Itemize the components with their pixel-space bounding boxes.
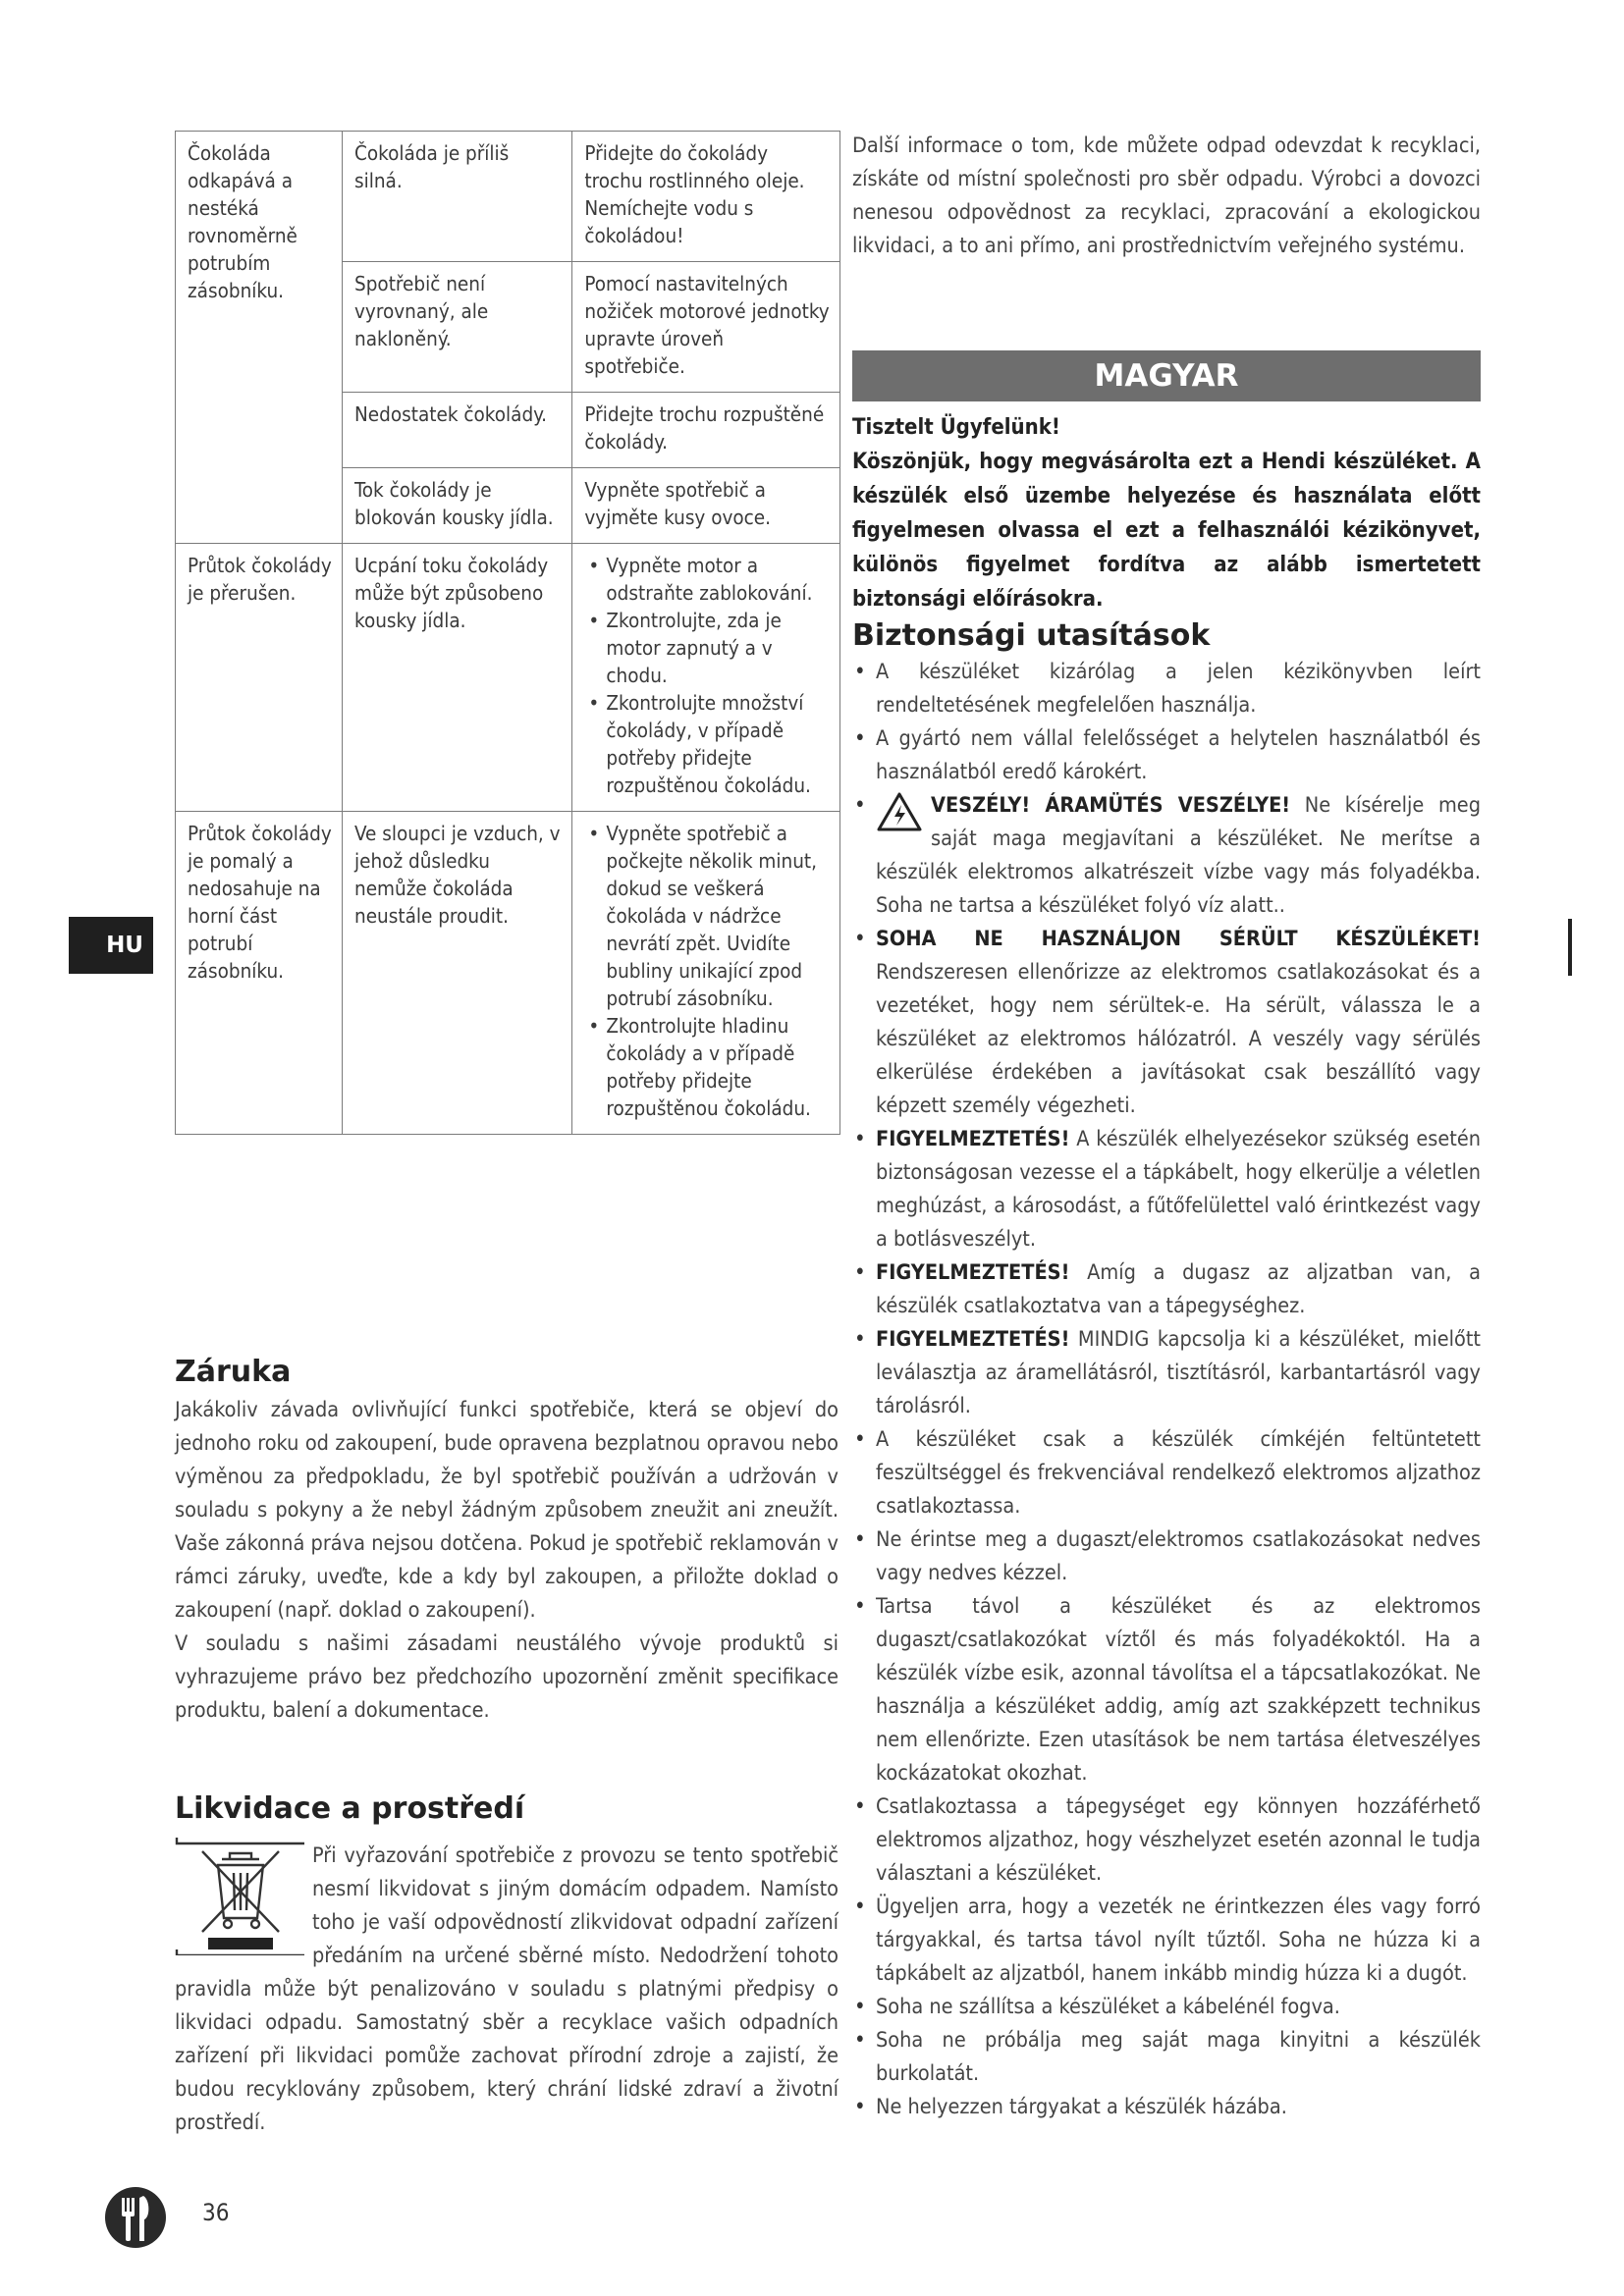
list-item: • Csatlakoztassa a tápegységet egy könnyen hozzáférhető elektromos aljzathoz, hogy vészhelyzet esetén azonnal le tudja választani a készüléket. bbox=[852, 1790, 1481, 1891]
table-cell-cause: Nedostatek čokolády. bbox=[343, 393, 572, 468]
warranty-paragraph: Jakákoliv závada ovlivňující funkci spotřebiče, která se objeví do jednoho roku od zakoupení, bude opravena bezplatnou opravou nebo výměnou za předpokladu, že byl spotřebič používán a udržován v souladu s pokyny a že nebyl žádným způsobem zneužit ani zneužít. Vaše zákonná práva nejsou dotčena. Pokud je spotřebič reklamován v rámci záruky, uveďte, kde a kdy byl zakoupen, a přiložte doklad o zakoupení (např. doklad o zakoupení). bbox=[175, 1398, 839, 1623]
table-cell-cause: Čokoláda je příliš silná. bbox=[343, 132, 572, 262]
list-item bbox=[852, 1123, 1481, 1256]
warranty-heading: Záruka bbox=[175, 1355, 292, 1389]
solution-item: • Vypněte motor a odstraňte zablokování. bbox=[606, 552, 830, 607]
warranty-text bbox=[175, 1394, 839, 1728]
list-item: • Soha ne próbálja meg saját maga kinyitni a készülék burkolatát. bbox=[852, 2024, 1481, 2091]
list-item bbox=[852, 923, 1481, 1123]
intro-text: Köszönjük, hogy megvásárolta ezt a Hendi készüléket. A készülék első üzembe helyezése és használata előtt figyelmesen olvassa el ezt a felhasználói kézikönyvet, különös figyelmet fordítva az alább ismertetett biztonsági előírásokra. bbox=[852, 450, 1481, 612]
table-row bbox=[176, 132, 840, 262]
table-cell-symptom: Průtok čokolády je pomalý a nedosahuje na horní část potrubí zásobníku. bbox=[176, 812, 343, 1135]
list-item-text: Amíg a dugasz az aljzatban van, a készülék csatlakoztatva van a tápegységhez. bbox=[876, 1260, 1481, 1318]
list-item: • A gyártó nem vállal felelősséget a helytelen használatból és használatból eredő károkért. bbox=[852, 722, 1481, 789]
intro-block bbox=[852, 410, 1481, 616]
list-item: • Ne helyezzen tárgyakat a készülék házába. bbox=[852, 2091, 1481, 2124]
table-cell-symptom: Průtok čokolády je přerušen. bbox=[176, 544, 343, 812]
warning-label: SOHA NE HASZNÁLJON SÉRÜLT KÉSZÜLÉKET! bbox=[876, 927, 1481, 951]
list-item: • Ne érintse meg a dugaszt/elektromos csatlakozásokat nedves vagy nedves kézzel. bbox=[852, 1523, 1481, 1590]
disposal-heading: Likvidace a prostředí bbox=[175, 1791, 525, 1826]
list-item: • A készüléket kizárólag a jelen kézikönyvben leírt rendeltetésének megfelelően használja. bbox=[852, 656, 1481, 722]
table-cell-cause: Spotřebič není vyrovnaný, ale nakloněný. bbox=[343, 262, 572, 393]
list-item-text: MINDIG kapcsolja ki a készüléket, mielőtt leválasztja az áramellátásról, tisztításról, karbantartásról vagy tárolásról. bbox=[876, 1327, 1481, 1418]
warning-label: FIGYELMEZTETÉS! bbox=[876, 1127, 1070, 1151]
language-tab-hu: HU bbox=[69, 917, 153, 974]
safety-list bbox=[852, 656, 1481, 2124]
safety-heading: Biztonsági utasítások bbox=[852, 618, 1211, 653]
troubleshooting-table bbox=[175, 131, 840, 1135]
list-item bbox=[852, 789, 1481, 923]
disposal-text bbox=[175, 1840, 839, 2140]
page-number: 36 bbox=[202, 2199, 230, 2226]
table-row bbox=[176, 544, 840, 812]
table-cell-solution: Přidejte do čokolády trochu rostlinného oleje. Nemíchejte vodu s čokoládou! bbox=[572, 132, 840, 262]
list-item bbox=[852, 1323, 1481, 1423]
warranty-paragraph: V souladu s našimi zásadami neustálého vývoje produktů si vyhrazujeme právo bez předchozího upozornění změnit specifikace produktu, balení a dokumentace. bbox=[175, 1631, 839, 1723]
table-cell-cause: Ve sloupci je vzduch, v jehož důsledku nemůže čokoláda neustále proudit. bbox=[343, 812, 572, 1135]
electric-hazard-icon bbox=[876, 791, 923, 832]
disposal-more-text: Další informace o tom, kde můžete odpad odevzdat k recyklaci, získáte od místní společnosti pro sběr odpadu. Výrobci a dovozci nenesou odpovědnost za recyklaci, zpracování a ekologickou likvidaci, a to ani přímo, ani prostřednictvím veřejného systému. bbox=[852, 133, 1481, 258]
table-cell-solution: Přidejte trochu rozpuštěné čokolády. bbox=[572, 393, 840, 468]
list-item-text: A készülék elhelyezésekor szükség esetén biztonságosan vezesse el a tápkábelt, hogy elkerülje a véletlen meghúzást, a károsodást, a fűtőfelülettel való érintkezést vagy a botlásveszélyt. bbox=[876, 1127, 1481, 1252]
list-item: • Tartsa távol a készüléket és az elektromos dugaszt/csatlakozókat víztől és más folyadékoktól. Ha a készülék vízbe esik, azonnal távolítsa el a tápcsatlakozókat. Ne használja a készüléket addig, amíg azt szakképzett technikus nem ellenőrizte. Ezen utasítások be nem tartása életveszélyes kockázatokat okozhat. bbox=[852, 1590, 1481, 1790]
margin-change-bar bbox=[1568, 919, 1572, 976]
list-item bbox=[852, 1256, 1481, 1323]
solution-item: • Zkontrolujte množství čokolády, v případě potřeby přidejte rozpuštěnou čokoládu. bbox=[606, 689, 830, 799]
list-item-text: Ne kísérelje meg saját maga megjavítani a készüléket. Ne merítse a készülék elektromos alkatrészeit vízbe vagy más folyadékba. Soha ne tartsa a készüléket folyó víz alatt.. bbox=[876, 793, 1481, 918]
table-cell-solution: Pomocí nastavitelných nožiček motorové jednotky upravte úroveň spotřebiče. bbox=[572, 262, 840, 393]
table-cell-symptom: Čokoláda odkapává a nestéká rovnoměrně potrubím zásobníku. bbox=[176, 132, 343, 544]
table-cell-cause: Tok čokolády je blokován kousky jídla. bbox=[343, 468, 572, 544]
list-item: • A készüléket csak a készülék címkéjén feltüntetett feszültséggel és frekvenciával rendelkező elektromos aljzathoz csatlakoztassa. bbox=[852, 1423, 1481, 1523]
language-banner: MAGYAR bbox=[852, 350, 1481, 401]
table-cell-solution: Vypněte spotřebič a vyjměte kusy ovoce. bbox=[572, 468, 840, 544]
list-item: • Soha ne szállítsa a készüléket a kábelénél fogva. bbox=[852, 1991, 1481, 2024]
table-cell-solution bbox=[572, 544, 840, 812]
greeting: Tisztelt Ügyfelünk! bbox=[852, 415, 1060, 440]
solution-item: • Zkontrolujte hladinu čokolády a v případě potřeby přidejte rozpuštěnou čokoládu. bbox=[606, 1012, 830, 1122]
disposal-paragraph: Při vyřazování spotřebiče z provozu se tento spotřebič nesmí likvidovat s jiným domácím odpadem. Namísto toho je vaší odpovědností zlikvidovat odpadní zařízení předáním na určené sběrné místo. Nedodržení tohoto pravidla může být penalizováno v souladu s platnými předpisy o likvidaci odpadu. Samostatný sběr a recyklace vašich odpadních zařízení při likvidaci pomůže zachovat přírodní zdroje a zajistí, že budou recyklovány způsobem, který chrání lidské zdraví a životní prostředí. bbox=[175, 1843, 839, 2135]
cutlery-logo-icon bbox=[104, 2186, 167, 2249]
warning-label: VESZÉLY! ÁRAMÜTÉS VESZÉLYE! bbox=[931, 793, 1291, 818]
list-item: • Ügyeljen arra, hogy a vezeték ne érintkezzen éles vagy forró tárgyakkal, és tartsa távol nyílt tűztől. Soha ne húzza ki a tápkábelt az aljzatból, hanem inkább mindig húzza ki a dugót. bbox=[852, 1891, 1481, 1991]
warning-label: FIGYELMEZTETÉS! bbox=[876, 1327, 1070, 1352]
warning-label: FIGYELMEZTETÉS! bbox=[876, 1260, 1070, 1285]
list-item-text: Rendszeresen ellenőrizze az elektromos csatlakozásokat és a vezetéket, hogy nem sérültek-e. Ha sérült, válassza le a készüléket az elektromos hálózatról. A veszély vagy sérülés elkerülése érdekében a javításokat csak beszállító vagy képzett személy végezheti. bbox=[876, 960, 1481, 1118]
solution-item: • Zkontrolujte, zda je motor zapnutý a v chodu. bbox=[606, 607, 830, 689]
table-row bbox=[176, 812, 840, 1135]
table-cell-solution bbox=[572, 812, 840, 1135]
table-cell-cause: Ucpání toku čokolády může být způsobeno kousky jídla. bbox=[343, 544, 572, 812]
solution-item: • Vypněte spotřebič a počkejte několik minut, dokud se veškerá čokoláda v nádržce nevrátí zpět. Uvidíte bubliny unikající zpod potrubí zásobníku. bbox=[606, 820, 830, 1012]
